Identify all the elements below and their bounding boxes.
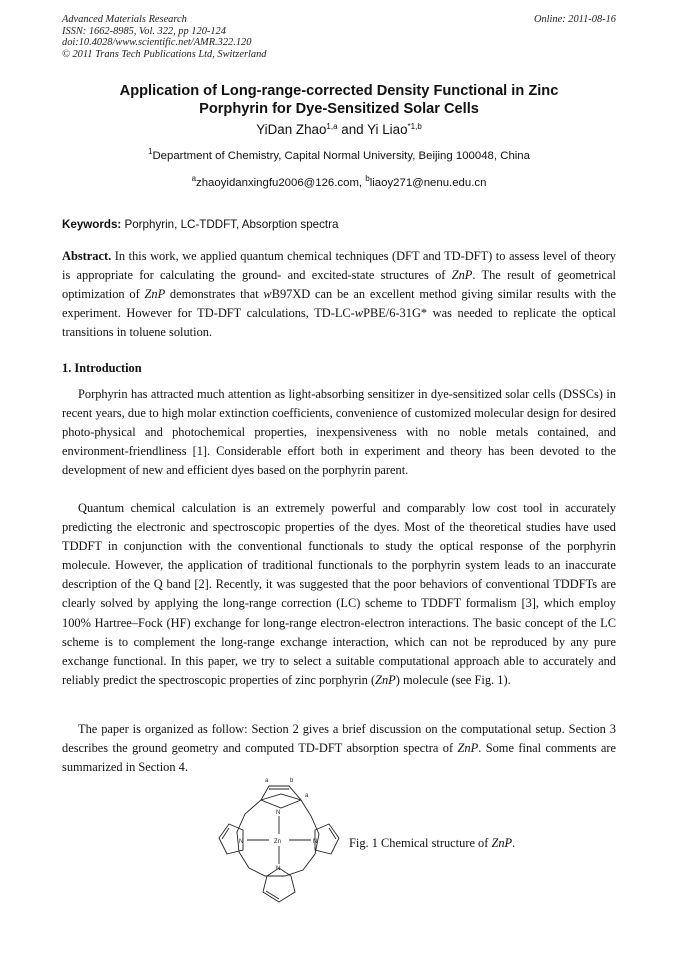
atom-n-bottom: N <box>276 866 281 872</box>
p2-text-1: Quantum chemical calculation is an extremely powerful and comparably low cost tool in accurately predicting the electronic and spectroscopic properties of the dyes. Most of the theoretical studies have used TDDFT in conjunction with the conventional functionals to study the optical response of the porphyrin molecule. However, the application of traditional functionals to the porphyrin system leads to an inaccurate description of the Q band [2]. Recently, it was suggested that the poor behaviors of conventional TDDFTs are clearly solved by applying the long-range correction (LC) scheme to TDDFT formalism [3], which employ 100% Hartree–Fock (HF) exchange for long-range electron-electron interactions. The basic concept of the LC scheme is to complement the long-range exchange interaction, which can not be reproduced by any pure exchange functional. In this paper, we try to select a suitable computational approach able to accurately and reliably predict the spectroscopic properties of zinc porphyrin ( <box>62 501 616 687</box>
affiliation-text: Department of Chemistry, Capital Normal University, Beijing 100048, China <box>152 150 530 162</box>
atom-n-top: N <box>276 810 281 816</box>
keywords <box>62 218 616 231</box>
abstract-znp-1: ZnP <box>451 268 473 283</box>
email-b[interactable]: liaoy271@nenu.edu.cn <box>369 177 487 189</box>
pyrrole-bottom <box>263 868 295 902</box>
doi-line: doi:10.4028/www.scientific.net/AMR.322.120 <box>62 37 252 49</box>
abstract <box>62 247 616 342</box>
figure-caption <box>349 836 515 851</box>
keywords-label: Keywords: <box>62 218 122 231</box>
author-2-sup: *1,b <box>407 122 422 131</box>
atom-n-right: N <box>313 839 318 845</box>
email-a-sup: a <box>191 174 197 183</box>
abstract-text-5: PBE/6-31G* was needed to replicate the optical transitions in toluene solution. <box>62 306 616 340</box>
paper-title <box>62 82 616 118</box>
intro-paragraph-1: Porphyrin has attracted much attention as light-absorbing sensitizer in dye-sensitized solar cells (DSSCs) in recent years, due to high molar extinction coefficients, convenience of customized molecular design for desired photo-physical and photochemical properties, inexpensiveness with no noble metals contained, and environment-friendliness [1]. Considerable effort both in experiment and theory has been devoted to the development of new and efficient dyes based on the porphyrin parent. <box>62 387 616 478</box>
abstract-text-2: . The result of geometrical optimization of <box>62 268 616 302</box>
pyrrole-right <box>315 824 339 854</box>
intro-paragraph-3 <box>62 720 616 777</box>
abstract-text-4: B97XD can be an excellent method giving similar results with the experiment. However for TD-DFT calculations, TD-LC- <box>62 287 616 321</box>
author-emails <box>62 174 616 189</box>
email-b-sup: b <box>365 174 370 183</box>
p2-text-2: ) molecule (see Fig. 1). <box>395 672 511 687</box>
abstract-text-3: demonstrates that <box>165 287 264 302</box>
abstract-w-1: w <box>263 287 272 302</box>
znp-structure-figure <box>205 772 353 907</box>
label-b: a <box>305 793 309 799</box>
p3-text-2: . Some final comments are summarized in Section 4. <box>62 741 616 775</box>
affiliation-sup: 1 <box>148 147 153 156</box>
p3-text-1: The paper is organized as follow: Section 2 gives a brief discussion on the computational setup. Section 3 describes the ground geometry and computed TD-DFT absorption spectra of <box>62 722 616 756</box>
atom-zn: Zn <box>274 839 282 845</box>
issn-line: ISSN: 1662-8985, Vol. 322, pp 120-124 <box>62 25 226 37</box>
p2-znp: ZnP <box>375 672 396 687</box>
affiliation <box>62 147 616 162</box>
title-line-1: Application of Long-range-corrected Density Functional in Zinc <box>119 83 559 99</box>
online-date: Online: 2011-08-16 <box>533 14 616 25</box>
email-a[interactable]: zhaoyidanxingfu2006@126.com, <box>196 177 366 189</box>
caption-suffix: . <box>512 836 516 850</box>
copyright-line: © 2011 Trans Tech Publications Ltd, Switzerland <box>62 48 267 60</box>
abstract-label: Abstract. <box>62 249 112 263</box>
author-2: Yi Liao <box>367 122 408 137</box>
abstract-text-1: In this work, we applied quantum chemical techniques (DFT and TD-DFT) to assess level of theory is appropriate for calculating the ground- and excited-state structures of <box>62 249 616 283</box>
title-line-2: Porphyrin for Dye-Sensitized Solar Cells <box>199 101 479 117</box>
atom-n-left: N <box>239 839 244 845</box>
label-a: a <box>265 778 269 784</box>
p3-znp: ZnP <box>457 741 479 756</box>
macrocycle-ring <box>237 794 319 876</box>
label-b-top: b <box>290 778 294 784</box>
journal-header <box>62 14 616 60</box>
abstract-w-2: w <box>354 306 364 321</box>
intro-paragraph-2 <box>62 499 616 690</box>
author-list <box>62 122 616 137</box>
section-heading-introduction: 1. Introduction <box>62 361 142 375</box>
keywords-text: Porphyrin, LC-TDDFT, Absorption spectra <box>121 218 339 231</box>
author-1: YiDan Zhao <box>256 122 327 137</box>
author-1-sup: 1,a <box>326 122 338 131</box>
abstract-znp-2: ZnP <box>144 287 166 302</box>
caption-prefix: Fig. 1 Chemical structure of <box>349 836 492 850</box>
journal-name: Advanced Materials Research <box>62 14 187 25</box>
caption-znp: ZnP <box>491 836 513 850</box>
author-and: and <box>337 122 368 137</box>
